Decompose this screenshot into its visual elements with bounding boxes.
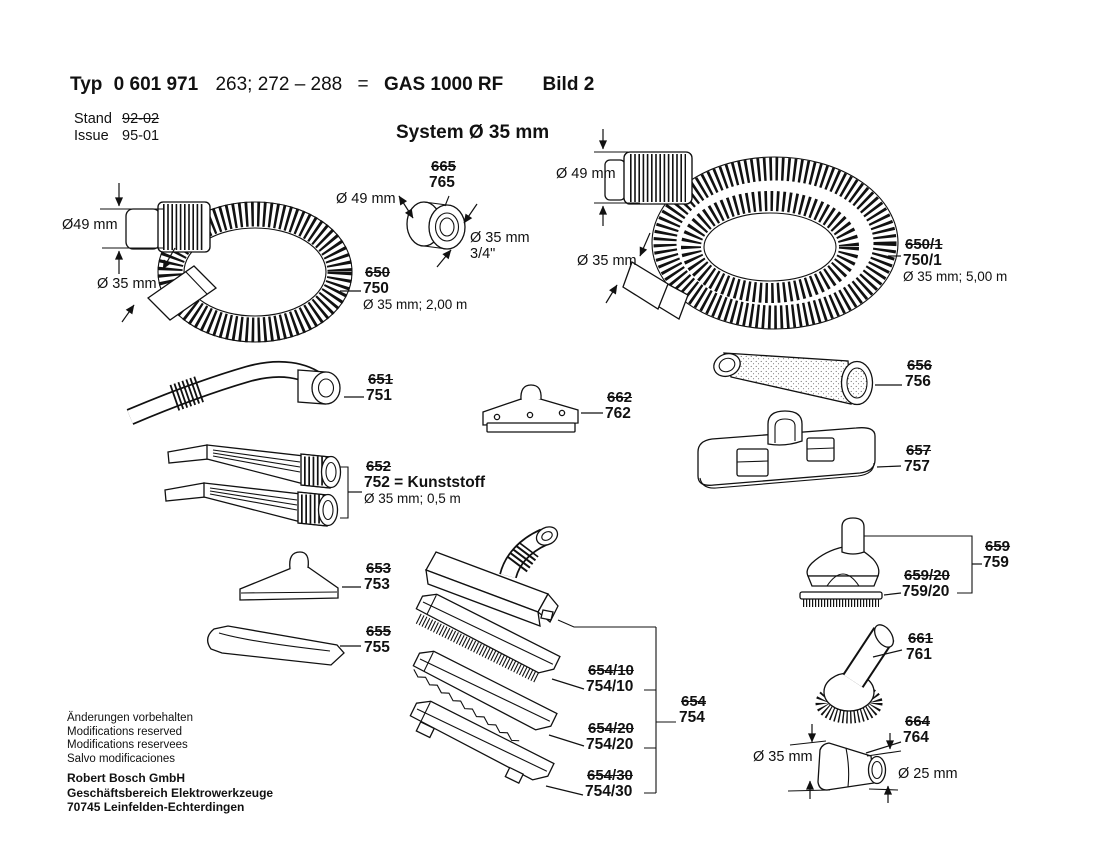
part-label-750 bbox=[363, 265, 467, 313]
old-part-number: 651 bbox=[368, 371, 394, 388]
new-part-number: 750 bbox=[363, 279, 389, 297]
hose-5m-drawing bbox=[605, 152, 901, 329]
old-part-number: 652 bbox=[366, 458, 392, 475]
hose-2m-drawing bbox=[126, 202, 361, 342]
new-part-number: 755 bbox=[364, 638, 390, 656]
footer-line: Modifications reservees bbox=[67, 739, 188, 751]
company-block bbox=[67, 771, 273, 815]
footer-line: Salvo modificaciones bbox=[67, 752, 176, 765]
old-part-number: 654/10 bbox=[588, 662, 634, 679]
footer-line: Änderungen vorbehalten bbox=[67, 712, 193, 724]
new-part-number: 759/20 bbox=[902, 582, 950, 600]
part-label-751 bbox=[366, 372, 395, 403]
new-part-number: 754 bbox=[679, 708, 705, 726]
stand-row bbox=[74, 111, 159, 128]
old-part-number: 659 bbox=[985, 538, 1011, 555]
floor-nozzle-set-drawing bbox=[403, 523, 676, 795]
typ-number: 0 601 971 bbox=[113, 74, 199, 95]
drawing-title bbox=[70, 74, 594, 96]
reducer-drawing bbox=[818, 742, 901, 790]
small-nozzle-drawing bbox=[800, 518, 982, 603]
new-part-number: 754/30 bbox=[585, 782, 633, 800]
part-spec: Ø 35 mm; 2,00 m bbox=[363, 297, 468, 312]
new-part-number: 762 bbox=[605, 404, 631, 422]
part-label-752 bbox=[364, 459, 485, 507]
part-label-761 bbox=[906, 631, 935, 662]
dim-35mm-adapter: Ø 35 mm bbox=[470, 230, 530, 246]
dim-three-quarter-inch: 3/4" bbox=[470, 246, 496, 262]
old-part-number: 657 bbox=[906, 442, 932, 459]
part-label-762 bbox=[605, 390, 634, 421]
new-part-number: 754/10 bbox=[586, 677, 634, 695]
dim-25mm-reducer: Ø 25 mm bbox=[898, 766, 958, 782]
part-label-753 bbox=[364, 561, 393, 592]
dim-49mm-right: Ø 49 mm bbox=[556, 166, 616, 182]
typ-variants: 263; 272 – 288 bbox=[215, 74, 343, 95]
company-address: 70745 Leinfelden-Echterdingen bbox=[67, 800, 245, 814]
dim-49mm-adapter: Ø 49 mm bbox=[336, 191, 396, 207]
new-part-number: 765 bbox=[429, 173, 455, 191]
stand-label: Stand bbox=[74, 111, 112, 127]
new-part-number: 757 bbox=[904, 457, 930, 475]
upholstery-nozzle-drawing bbox=[240, 552, 361, 600]
footer-line: Modifications reserved bbox=[67, 725, 183, 738]
part-label-757 bbox=[904, 443, 933, 474]
part-label-750-1 bbox=[903, 237, 1007, 285]
part-spec: Ø 35 mm; 5,00 m bbox=[903, 269, 1008, 284]
old-part-number: 654/30 bbox=[587, 767, 633, 784]
system-title: System Ø 35 mm bbox=[396, 122, 550, 143]
part-label-759 bbox=[983, 539, 1012, 570]
issue-row bbox=[74, 128, 159, 145]
part-spec: Ø 35 mm; 0,5 m bbox=[364, 491, 461, 506]
equals-sign: = bbox=[357, 74, 369, 95]
part-label-754-20 bbox=[586, 721, 636, 752]
new-part-number: 759 bbox=[983, 553, 1009, 571]
new-part-number: 753 bbox=[364, 575, 390, 593]
part-label-765 bbox=[429, 159, 458, 190]
old-part-number: 655 bbox=[366, 623, 392, 640]
slot-nozzle-drawing bbox=[483, 385, 603, 432]
old-part-number: 656 bbox=[907, 357, 933, 374]
extension-tubes-drawing bbox=[165, 445, 362, 526]
new-part-number: 756 bbox=[905, 372, 931, 390]
old-part-number: 661 bbox=[908, 630, 934, 647]
old-part-number: 662 bbox=[607, 389, 633, 406]
bend-tube-drawing bbox=[130, 369, 364, 417]
company-name: Robert Bosch GmbH bbox=[67, 771, 186, 785]
old-part-number: 654/20 bbox=[588, 720, 634, 737]
part-label-764 bbox=[903, 714, 932, 745]
part-label-759-20 bbox=[902, 568, 952, 599]
floor-nozzle-drawing bbox=[698, 411, 901, 488]
part-label-754-10 bbox=[586, 663, 636, 694]
new-part-number: 750/1 bbox=[903, 251, 942, 269]
dim-35mm-right: Ø 35 mm bbox=[577, 253, 637, 269]
new-part-number: 764 bbox=[903, 728, 929, 746]
old-part-number: 653 bbox=[366, 560, 392, 577]
old-part-number: 659/20 bbox=[904, 567, 950, 584]
dim-49mm-left: Ø49 mm bbox=[62, 217, 118, 233]
sheet-number: Bild 2 bbox=[542, 74, 595, 95]
suction-tube-drawing bbox=[710, 350, 902, 405]
round-brush-drawing bbox=[822, 621, 902, 717]
dim-35mm-left: Ø 35 mm bbox=[97, 276, 157, 292]
new-part-number: 751 bbox=[366, 386, 392, 404]
old-part-number: 650 bbox=[365, 264, 391, 281]
model-name: GAS 1000 RF bbox=[383, 74, 504, 95]
old-part-number: 664 bbox=[905, 713, 931, 730]
new-part-number: 752 = Kunststoff bbox=[364, 473, 486, 491]
adapter-49mm-drawing bbox=[399, 196, 477, 267]
crevice-nozzle-drawing bbox=[208, 626, 361, 665]
part-label-754 bbox=[679, 694, 708, 725]
old-part-number: 650/1 bbox=[905, 236, 943, 253]
old-part-number: 654 bbox=[681, 693, 707, 710]
typ-label: Typ bbox=[70, 74, 103, 95]
part-label-754-30 bbox=[585, 768, 635, 799]
new-part-number: 754/20 bbox=[586, 735, 634, 753]
issue-value: 95-01 bbox=[122, 128, 160, 144]
revision-block bbox=[74, 111, 159, 145]
company-division: Geschäftsbereich Elektrowerkzeuge bbox=[67, 785, 274, 800]
part-label-755 bbox=[364, 624, 393, 655]
old-part-number: 665 bbox=[431, 158, 457, 175]
footer-block bbox=[67, 712, 273, 815]
new-part-number: 761 bbox=[906, 645, 932, 663]
issue-label: Issue bbox=[74, 128, 109, 144]
dim-35mm-reducer: Ø 35 mm bbox=[753, 749, 813, 765]
stand-value: 92-02 bbox=[122, 111, 160, 127]
part-label-756 bbox=[905, 358, 934, 389]
